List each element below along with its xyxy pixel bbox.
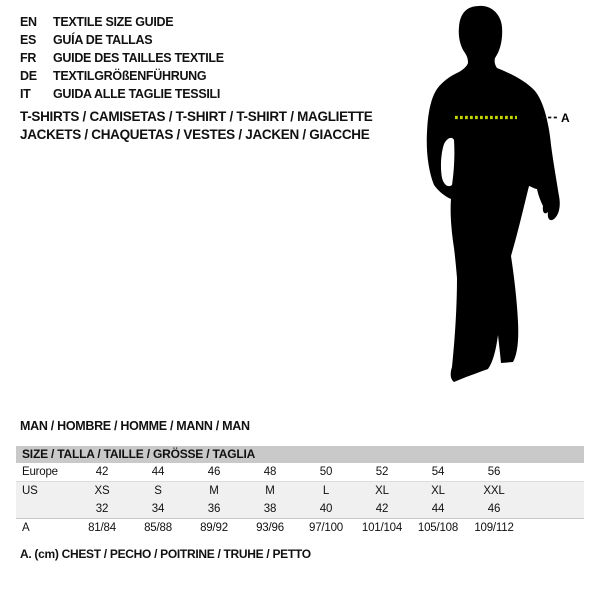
language-code: FR <box>20 51 37 65</box>
table-row <box>16 463 584 481</box>
size-cell: 38 <box>263 503 277 515</box>
size-cell: 105/108 <box>417 522 459 534</box>
size-cell: S <box>154 485 162 497</box>
size-cell: 36 <box>207 503 221 515</box>
size-cell: 34 <box>151 503 165 515</box>
size-cell: 40 <box>319 503 333 515</box>
size-cell: XL <box>375 485 389 497</box>
size-cell: 54 <box>431 466 445 478</box>
size-cell: 97/100 <box>309 522 343 534</box>
size-table-header: SIZE / TALLA / TAILLE / GRÖSSE / TAGLIA <box>16 446 584 463</box>
category-jackets: JACKETS / CHAQUETAS / VESTES / JACKEN / GIACCHE <box>20 127 370 142</box>
size-cell: M <box>209 485 219 497</box>
language-title: GUIDE DES TAILLES TEXTILE <box>53 51 224 65</box>
row-label: Europe <box>22 466 58 478</box>
row-label: US <box>22 485 38 497</box>
measure-label-a: A <box>561 111 570 125</box>
size-cell: 52 <box>375 466 389 478</box>
size-cell: 56 <box>487 466 501 478</box>
language-title: GUÍA DE TALLAS <box>53 33 153 47</box>
language-list <box>20 13 224 103</box>
size-table <box>16 446 584 537</box>
size-cell: 42 <box>375 503 389 515</box>
gender-heading: MAN / HOMBRE / HOMME / MANN / MAN <box>20 419 250 433</box>
size-cell: 32 <box>95 503 109 515</box>
table-row <box>16 500 584 519</box>
size-cell: XS <box>94 485 110 497</box>
size-cell: 48 <box>263 466 277 478</box>
size-cell: 46 <box>487 503 501 515</box>
size-cell: 42 <box>95 466 109 478</box>
size-cell: 46 <box>207 466 221 478</box>
language-row-en <box>20 13 224 31</box>
language-code: EN <box>20 15 37 29</box>
size-table-body <box>16 463 584 537</box>
language-row-fr <box>20 49 224 67</box>
size-cell: 44 <box>431 503 445 515</box>
size-cell: 89/92 <box>200 522 228 534</box>
language-code: IT <box>20 87 31 101</box>
size-cell: M <box>265 485 275 497</box>
language-code: ES <box>20 33 37 47</box>
size-cell: 85/88 <box>144 522 172 534</box>
man-silhouette-figure <box>410 0 585 390</box>
size-cell: XXL <box>483 485 505 497</box>
row-label: A <box>22 522 30 534</box>
category-tshirts: T-SHIRTS / CAMISETAS / T-SHIRT / T-SHIRT / MAGLIETTE <box>20 109 373 124</box>
language-title: GUIDA ALLE TAGLIE TESSILI <box>53 87 221 101</box>
language-title: TEXTILGRÖßENFÜHRUNG <box>53 69 207 83</box>
table-row <box>16 481 584 500</box>
size-cell: 101/104 <box>361 522 403 534</box>
size-cell: 50 <box>319 466 333 478</box>
language-row-de <box>20 67 224 85</box>
measurement-legend: A. (cm) CHEST / PECHO / POITRINE / TRUHE / PETTO <box>20 547 311 561</box>
language-title: TEXTILE SIZE GUIDE <box>53 15 174 29</box>
table-row <box>16 519 584 537</box>
language-row-es <box>20 31 224 49</box>
size-cell: 44 <box>151 466 165 478</box>
language-row-it <box>20 85 224 103</box>
size-cell: XL <box>431 485 445 497</box>
size-cell: 109/112 <box>474 522 514 534</box>
man-silhouette <box>427 6 560 382</box>
language-code: DE <box>20 69 37 83</box>
category-list <box>20 108 372 144</box>
size-cell: 81/84 <box>88 522 116 534</box>
size-cell: L <box>322 485 330 497</box>
size-cell: 93/96 <box>256 522 284 534</box>
